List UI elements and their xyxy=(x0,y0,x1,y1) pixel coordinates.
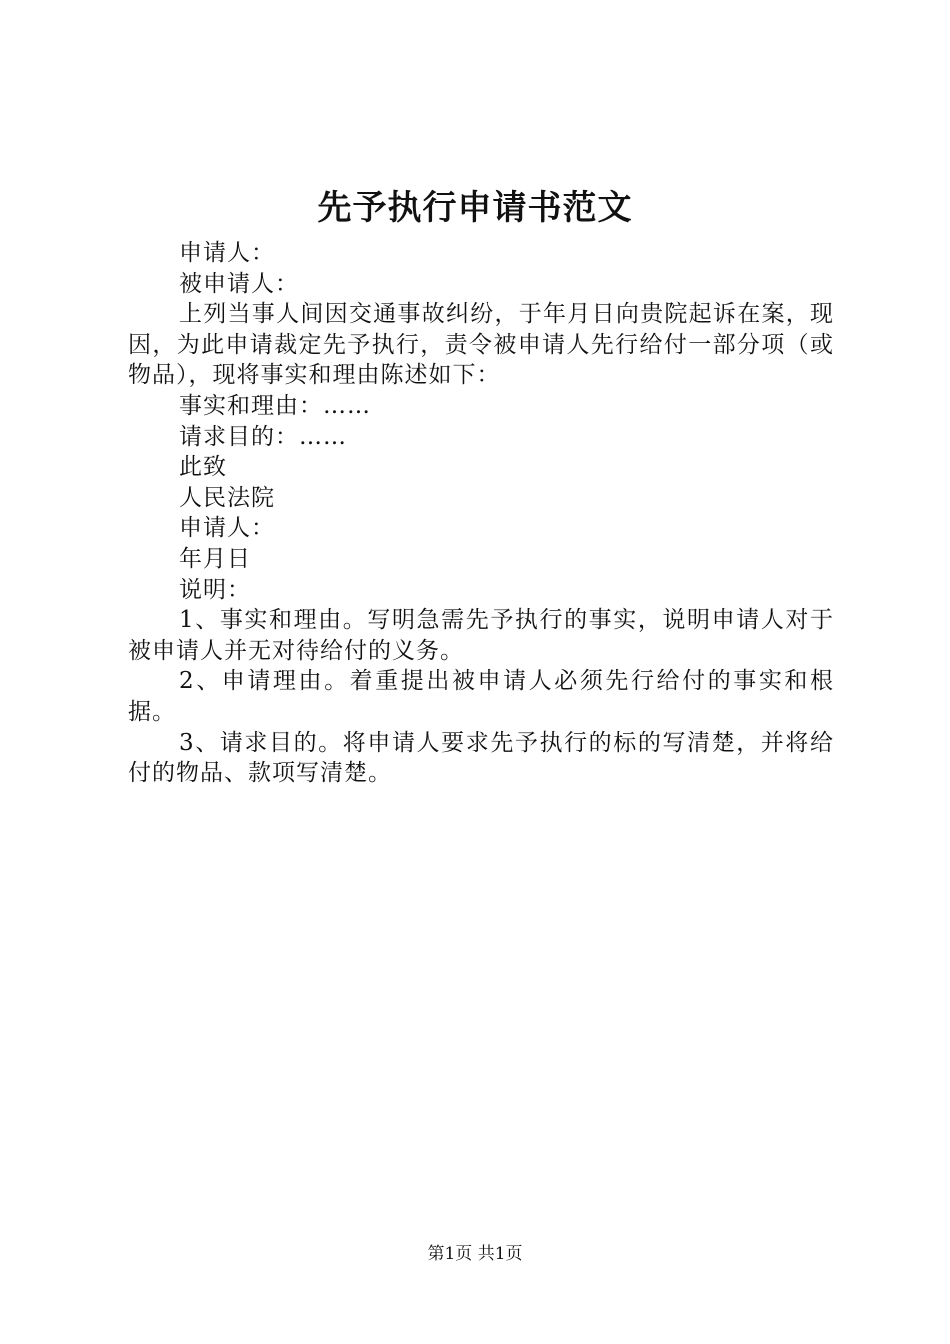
paragraph-respondent: 被申请人： xyxy=(179,270,299,297)
paragraph-purpose: 请求目的：…… xyxy=(179,423,347,450)
paragraph-note-3: 3、请求目的。将申请人要求先予执行的标的写清楚，并将给付的物品、款项写清楚。 xyxy=(128,729,834,787)
document-title: 先予执行申请书范文 xyxy=(317,188,633,228)
paragraph-notes-heading: 说明： xyxy=(179,576,251,603)
paragraph-court: 人民法院 xyxy=(179,484,275,511)
paragraph-date: 年月日 xyxy=(179,545,251,572)
paragraph-intro: 上列当事人间因交通事故纠纷，于年月日向贵院起诉在案，现因，为此申请裁定先予执行，责令被申请人先行给付一部分项（或物品），现将事实和理由陈述如下： xyxy=(128,301,834,389)
paragraph-signature-applicant: 申请人： xyxy=(179,515,275,542)
page-footer: 第1页 共1页 xyxy=(427,1244,523,1264)
document-body xyxy=(128,238,834,789)
paragraph-applicant: 申请人： xyxy=(179,240,275,266)
paragraph-facts: 事实和理由：…… xyxy=(179,392,371,419)
paragraph-note-1: 1、事实和理由。写明急需先予执行的事实，说明申请人对于被申请人并无对待给付的义务。 xyxy=(128,607,834,664)
paragraph-note-2: 2、申请理由。着重提出被申请人必须先行给付的事实和根据。 xyxy=(128,668,834,725)
paragraph-salutation: 此致 xyxy=(179,454,227,481)
